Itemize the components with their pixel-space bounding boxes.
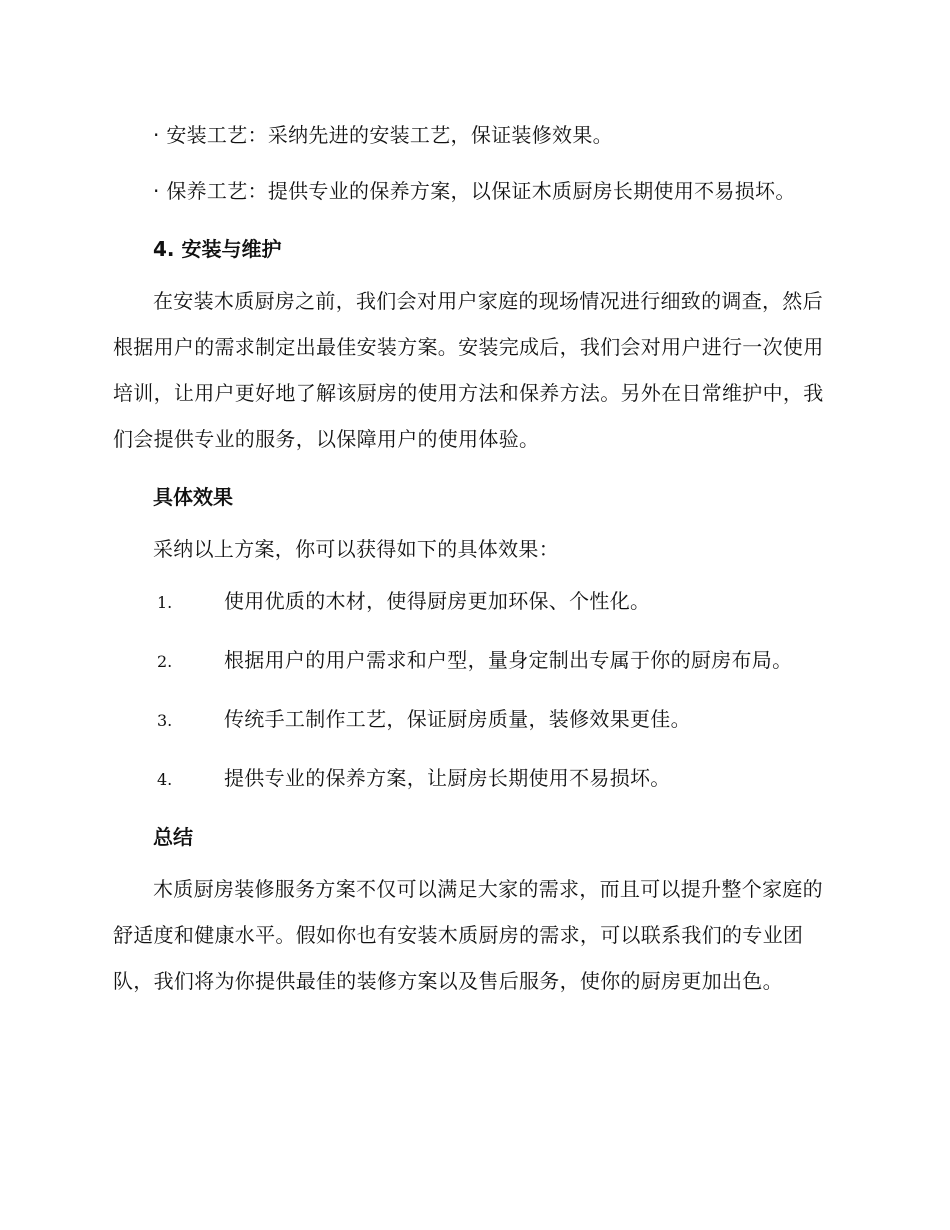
section-heading-install: 4. 安装与维护 — [153, 237, 282, 261]
effects-list — [113, 582, 840, 799]
list-item — [113, 641, 840, 681]
list-item — [113, 759, 840, 799]
list-item-number: 2. — [157, 652, 173, 671]
list-item — [113, 582, 840, 622]
list-item-text: 提供专业的保养方案，让厨房长期使用不易损坏。 — [224, 766, 671, 790]
list-item-number: 1. — [157, 593, 173, 612]
list-item-text: 根据用户的用户需求和户型，量身定制出专属于你的厨房布局。 — [224, 648, 793, 672]
list-item-number: 4. — [157, 770, 173, 789]
list-item — [113, 700, 840, 740]
section-heading-summary: 总结 — [153, 825, 193, 849]
list-item-text: 使用优质的木材，使得厨房更加环保、个性化。 — [224, 589, 651, 613]
list-item-text: 传统手工制作工艺，保证厨房质量，装修效果更佳。 — [224, 707, 691, 731]
bullet-maintenance-craft: · 保养工艺：提供专业的保养方案，以保证木质厨房长期使用不易损坏。 — [153, 179, 796, 203]
list-item-number: 3. — [157, 711, 173, 730]
bullet-install-craft: · 安装工艺：采纳先进的安装工艺，保证装修效果。 — [153, 123, 613, 147]
section-body-summary: 木质厨房装修服务方案不仅可以满足大家的需求，而且可以提升整个家庭的舒适度和健康水平。假如你也有安装木质厨房的需求，可以联系我们的专业团队，我们将为你提供最佳的装修方案以及售后服务，使你的厨房更加出色。 — [113, 877, 823, 993]
section-intro-effects: 采纳以上方案，你可以获得如下的具体效果： — [153, 537, 559, 561]
section-body-install: 在安装木质厨房之前，我们会对用户家庭的现场情况进行细致的调查，然后根据用户的需求制定出最佳安装方案。安装完成后，我们会对用户进行一次使用培训，让用户更好地了解该厨房的使用方法和保养方法。另外在日常维护中，我们会提供专业的服务，以保障用户的使用体验。 — [113, 289, 824, 451]
section-heading-effects: 具体效果 — [153, 485, 233, 509]
